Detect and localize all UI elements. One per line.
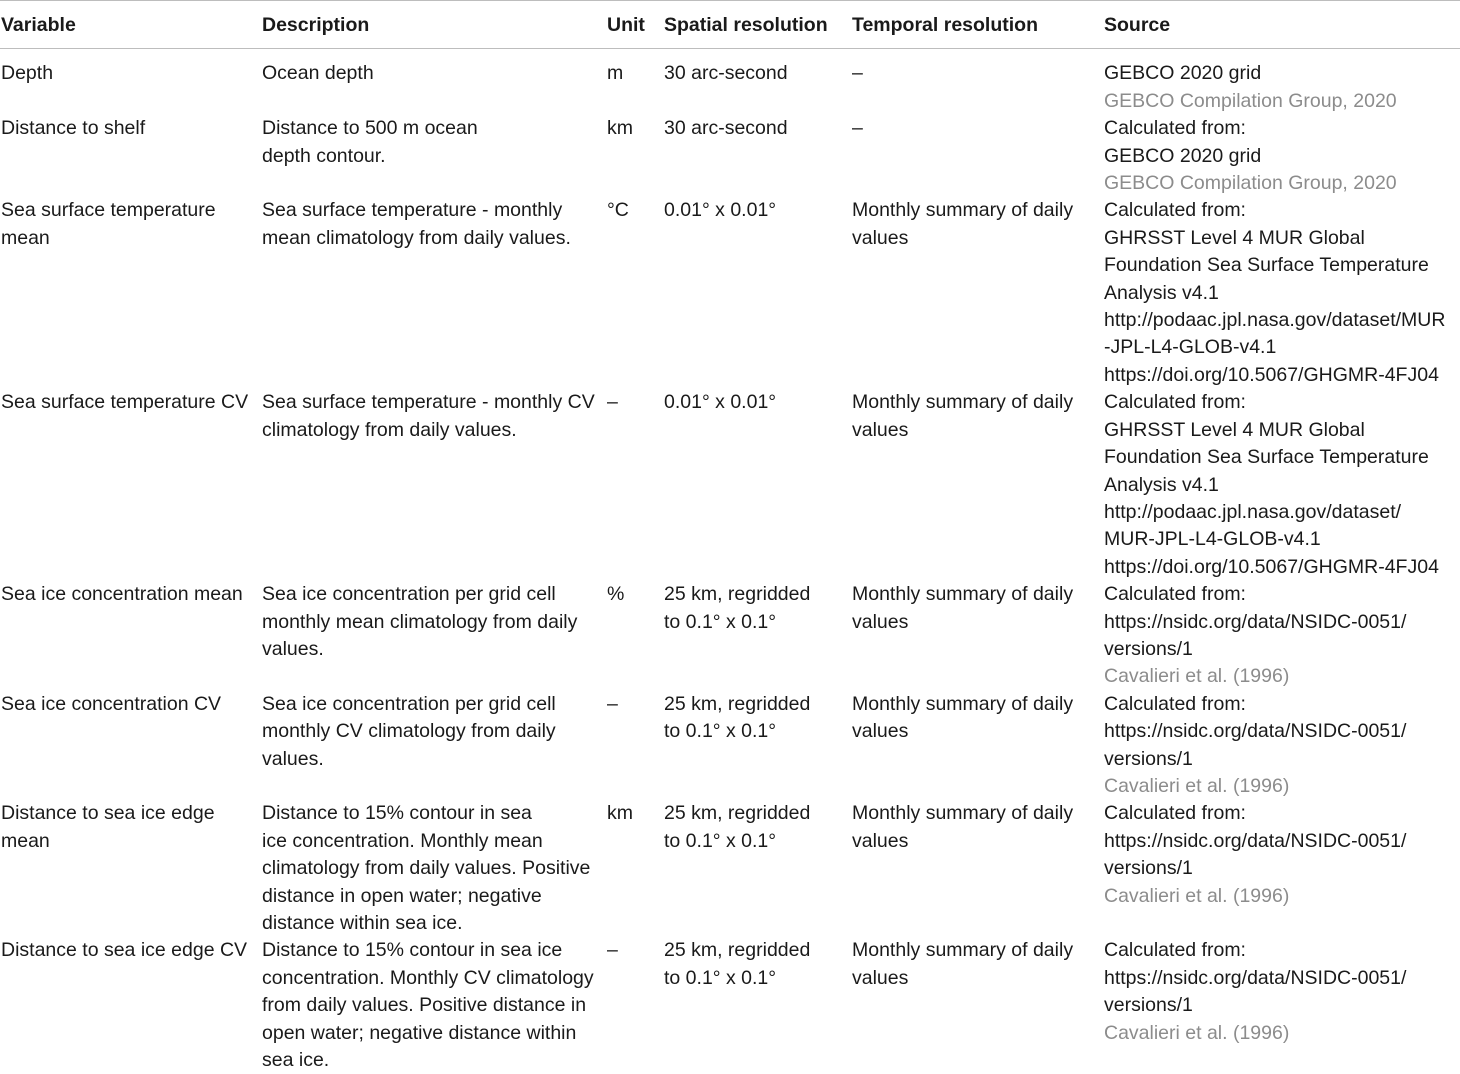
- cell-unit-text: km: [607, 802, 633, 825]
- cell-spatial-line: 30 arc-second: [664, 117, 788, 140]
- cell-description-line: mean climatology from daily values.: [262, 226, 571, 249]
- cell-temporal-line: Monthly summary of daily: [852, 692, 1074, 715]
- cell-description-line: Sea ice concentration per grid cell: [262, 583, 556, 606]
- cell-description: [262, 800, 607, 937]
- cell-spatial: [664, 691, 852, 801]
- cell-description-line: Sea ice concentration per grid cell: [262, 692, 556, 715]
- cell-unit-text: km: [607, 117, 633, 140]
- cell-source-line: https://nsidc.org/data/NSIDC-0051/: [1104, 610, 1407, 633]
- header-description: Description: [262, 14, 370, 36]
- cell-source-line: GEBCO 2020 grid: [1104, 144, 1262, 167]
- cell-temporal-line: Monthly summary of daily: [852, 802, 1074, 825]
- cell-source-line: https://nsidc.org/data/NSIDC-0051/: [1104, 829, 1407, 852]
- cell-temporal-line: –: [852, 117, 863, 140]
- cell-spatial-line: 25 km, regridded: [664, 583, 811, 606]
- cell-spatial-line: 25 km, regridded: [664, 692, 811, 715]
- cell-source: [1104, 691, 1460, 801]
- cell-variable: [0, 800, 262, 937]
- cell-spatial-line: 30 arc-second: [664, 62, 788, 85]
- cell-description-line: concentration. Monthly CV climatology: [262, 966, 594, 989]
- cell-spatial-line: 0.01° x 0.01°: [664, 391, 777, 414]
- cell-temporal: [852, 581, 1104, 691]
- cell-spatial: [664, 115, 852, 197]
- cell-variable-line: Distance to sea ice edge: [1, 802, 215, 825]
- cell-source-line: Calculated from:: [1104, 391, 1246, 414]
- cell-spatial-line: 25 km, regridded: [664, 802, 811, 825]
- cell-description-line: climatology from daily values.: [262, 418, 517, 441]
- cell-variable: [0, 937, 262, 1074]
- cell-temporal-line: values: [852, 966, 909, 989]
- cell-source-line: Calculated from:: [1104, 692, 1246, 715]
- cell-description: [262, 115, 607, 197]
- cell-description: [262, 581, 607, 691]
- cell-description: [262, 691, 607, 801]
- cell-source-line: GHRSST Level 4 MUR Global: [1104, 418, 1365, 441]
- table-row: [0, 937, 1460, 1074]
- cell-source-line: Foundation Sea Surface Temperature: [1104, 446, 1429, 469]
- cell-spatial: [664, 581, 852, 691]
- cell-variable-line: Depth: [1, 62, 54, 85]
- cell-spatial-line: to 0.1° x 0.1°: [664, 610, 777, 633]
- cell-source: [1104, 581, 1460, 691]
- cell-source-line: Calculated from:: [1104, 802, 1246, 825]
- cell-source-line: Calculated from:: [1104, 199, 1246, 222]
- cell-variable-line: Sea ice concentration CV: [1, 692, 222, 715]
- cell-variable: [0, 581, 262, 691]
- cell-variable-line: mean: [1, 226, 50, 249]
- cell-unit: [607, 800, 664, 937]
- cell-source: [1104, 937, 1460, 1074]
- cell-description: [262, 197, 607, 389]
- source-citation-link[interactable]: Cavalieri et al. (1996): [1104, 774, 1290, 797]
- cell-description-line: Distance to 15% contour in sea: [262, 802, 532, 825]
- cell-description-line: monthly CV climatology from daily: [262, 720, 556, 743]
- table-row: [0, 197, 1460, 389]
- cell-description: [262, 49, 607, 115]
- source-citation-link[interactable]: Cavalieri et al. (1996): [1104, 1021, 1290, 1044]
- cell-temporal-line: values: [852, 720, 909, 743]
- cell-source-line: versions/1: [1104, 857, 1193, 880]
- cell-temporal: [852, 691, 1104, 801]
- table-row: [0, 800, 1460, 937]
- cell-description-line: distance in open water; negative: [262, 884, 542, 907]
- cell-description: [262, 937, 607, 1074]
- cell-unit: [607, 197, 664, 389]
- cell-unit: [607, 49, 664, 115]
- cell-temporal-line: Monthly summary of daily: [852, 939, 1074, 962]
- cell-description-line: ice concentration. Monthly mean: [262, 829, 543, 852]
- cell-unit: [607, 115, 664, 197]
- cell-unit: [607, 937, 664, 1074]
- cell-temporal: [852, 800, 1104, 937]
- header-temporal: Temporal resolution: [852, 14, 1038, 36]
- cell-source-line: Analysis v4.1: [1104, 473, 1219, 496]
- cell-spatial-line: 25 km, regridded: [664, 939, 811, 962]
- cell-source-line: http://podaac.jpl.nasa.gov/dataset/MUR: [1104, 309, 1446, 332]
- cell-unit-text: –: [607, 391, 618, 414]
- cell-spatial: [664, 800, 852, 937]
- table-body: [0, 49, 1460, 1074]
- cell-spatial: [664, 49, 852, 115]
- cell-source-line: Calculated from:: [1104, 117, 1246, 140]
- header-unit: Unit: [607, 14, 645, 36]
- cell-source-line: MUR-JPL-L4-GLOB-v4.1: [1104, 528, 1321, 551]
- table-header: [0, 1, 1460, 49]
- cell-temporal: [852, 49, 1104, 115]
- cell-spatial: [664, 197, 852, 389]
- cell-description-line: Distance to 15% contour in sea ice: [262, 939, 563, 962]
- cell-temporal-line: Monthly summary of daily: [852, 391, 1074, 414]
- cell-temporal-line: values: [852, 829, 909, 852]
- cell-source-line: https://nsidc.org/data/NSIDC-0051/: [1104, 966, 1407, 989]
- cell-temporal: [852, 937, 1104, 1074]
- cell-description-line: depth contour.: [262, 144, 386, 167]
- cell-temporal: [852, 115, 1104, 197]
- cell-source-line: http://podaac.jpl.nasa.gov/dataset/: [1104, 500, 1402, 523]
- cell-source-line: versions/1: [1104, 637, 1193, 660]
- cell-spatial-line: to 0.1° x 0.1°: [664, 829, 777, 852]
- cell-temporal-line: values: [852, 418, 909, 441]
- cell-temporal: [852, 389, 1104, 581]
- cell-unit-text: –: [607, 939, 618, 962]
- cell-source-line: versions/1: [1104, 994, 1193, 1017]
- cell-source-line: https://doi.org/10.5067/GHGMR-4FJ04: [1104, 363, 1439, 386]
- header-source: Source: [1104, 14, 1171, 36]
- source-citation-link[interactable]: Cavalieri et al. (1996): [1104, 665, 1290, 688]
- cell-description-line: distance within sea ice.: [262, 912, 463, 934]
- cell-unit-text: –: [607, 692, 618, 715]
- cell-unit: [607, 389, 664, 581]
- source-citation-link[interactable]: GEBCO Compilation Group, 2020: [1104, 89, 1397, 112]
- cell-source-line: versions/1: [1104, 747, 1193, 770]
- table-row: [0, 691, 1460, 801]
- cell-source-line: https://nsidc.org/data/NSIDC-0051/: [1104, 720, 1407, 743]
- cell-variable-line: Sea ice concentration mean: [1, 583, 243, 606]
- cell-variable: [0, 389, 262, 581]
- cell-description-line: monthly mean climatology from daily: [262, 610, 578, 633]
- cell-source-line: Analysis v4.1: [1104, 281, 1219, 304]
- cell-source-line: Calculated from:: [1104, 939, 1246, 962]
- cell-temporal-line: values: [852, 610, 909, 633]
- cell-description-line: values.: [262, 637, 324, 660]
- cell-temporal-line: Monthly summary of daily: [852, 199, 1074, 222]
- cell-description-line: from daily values. Positive distance in: [262, 994, 587, 1017]
- cell-unit-text: m: [607, 62, 624, 85]
- cell-temporal-line: –: [852, 62, 863, 85]
- cell-variable-line: mean: [1, 829, 50, 852]
- cell-description-line: sea ice.: [262, 1049, 330, 1072]
- cell-source: [1104, 49, 1460, 115]
- cell-variable: [0, 115, 262, 197]
- cell-source-line: Calculated from:: [1104, 583, 1246, 606]
- cell-description-line: values.: [262, 747, 324, 770]
- cell-spatial-line: to 0.1° x 0.1°: [664, 720, 777, 743]
- cell-source: [1104, 115, 1460, 197]
- cell-description-line: open water; negative distance within: [262, 1021, 577, 1044]
- cell-description-line: Distance to 500 m ocean: [262, 117, 478, 140]
- cell-source: [1104, 800, 1460, 937]
- cell-source: [1104, 389, 1460, 581]
- cell-variable-line: Sea surface temperature CV: [1, 391, 249, 414]
- cell-unit-text: %: [607, 583, 625, 606]
- cell-spatial: [664, 937, 852, 1074]
- table-row: [0, 389, 1460, 581]
- header-row: [0, 1, 1460, 49]
- cell-temporal: [852, 197, 1104, 389]
- cell-unit: [607, 581, 664, 691]
- table-row: [0, 49, 1460, 115]
- cell-source: [1104, 197, 1460, 389]
- cell-variable: [0, 49, 262, 115]
- cell-description-line: Sea surface temperature - monthly CV: [262, 391, 595, 414]
- cell-variable-line: Distance to sea ice edge CV: [1, 939, 248, 962]
- cell-description-line: climatology from daily values. Positive: [262, 857, 591, 880]
- cell-spatial-line: to 0.1° x 0.1°: [664, 966, 777, 989]
- table-row: [0, 115, 1460, 197]
- cell-source-line: https://doi.org/10.5067/GHGMR-4FJ04: [1104, 555, 1439, 578]
- cell-source-line: -JPL-L4-GLOB-v4.1: [1104, 336, 1277, 359]
- cell-unit-text: °C: [607, 199, 629, 222]
- cell-description-line: Ocean depth: [262, 62, 374, 85]
- cell-variable-line: Sea surface temperature: [1, 199, 216, 222]
- source-citation-link[interactable]: GEBCO Compilation Group, 2020: [1104, 172, 1397, 195]
- cell-variable: [0, 197, 262, 389]
- header-spatial: Spatial resolution: [664, 14, 828, 36]
- cell-description: [262, 389, 607, 581]
- cell-temporal-line: Monthly summary of daily: [852, 583, 1074, 606]
- table-row: [0, 581, 1460, 691]
- cell-variable: [0, 691, 262, 801]
- cell-source-line: GEBCO 2020 grid: [1104, 62, 1262, 85]
- cell-spatial: [664, 389, 852, 581]
- source-citation-link[interactable]: Cavalieri et al. (1996): [1104, 884, 1290, 907]
- cell-variable-line: Distance to shelf: [1, 117, 146, 140]
- cell-description-line: Sea surface temperature - monthly: [262, 199, 563, 222]
- cell-unit: [607, 691, 664, 801]
- cell-source-line: GHRSST Level 4 MUR Global: [1104, 226, 1365, 249]
- cell-source-line: Foundation Sea Surface Temperature: [1104, 254, 1429, 277]
- cell-temporal-line: values: [852, 226, 909, 249]
- cell-spatial-line: 0.01° x 0.01°: [664, 199, 777, 222]
- header-variable: Variable: [1, 14, 76, 36]
